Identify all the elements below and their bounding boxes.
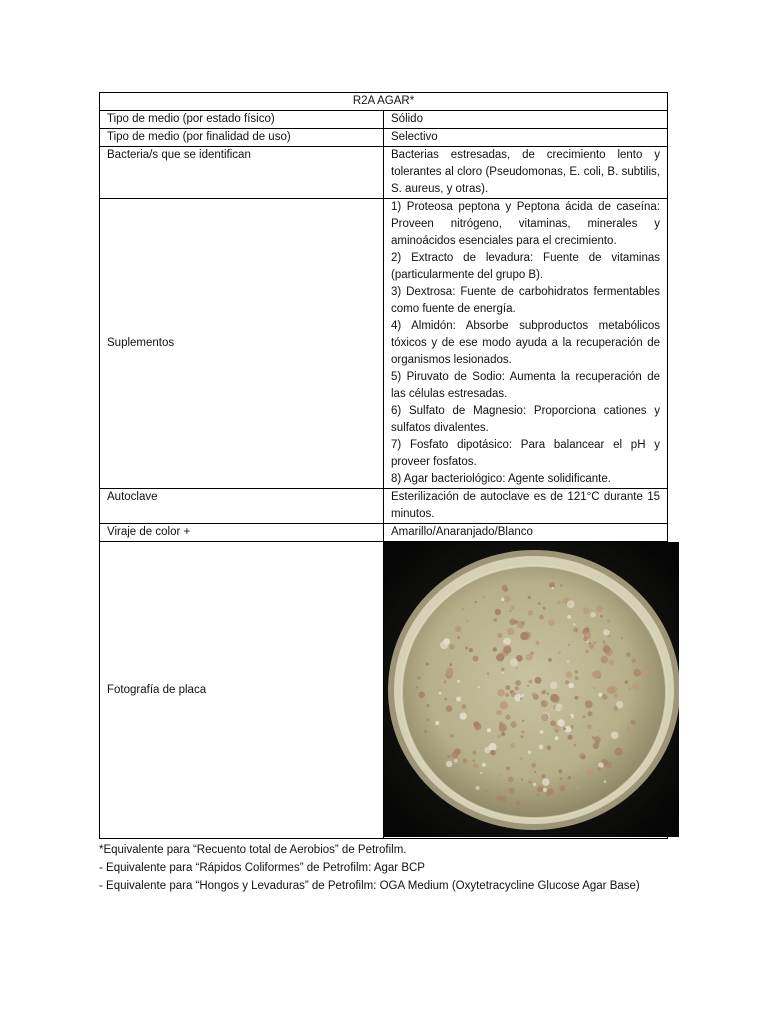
colony xyxy=(416,686,418,688)
colony xyxy=(552,695,560,703)
row-value-physical-state: Sólido xyxy=(384,111,668,129)
footnote: - Equivalente para “Rápidos Coliformes” de Petrofilm: Agar BCP xyxy=(99,862,425,874)
colony xyxy=(527,685,529,687)
colony xyxy=(631,658,636,663)
colony xyxy=(603,629,610,636)
colony xyxy=(585,650,589,654)
colony xyxy=(529,781,532,784)
colony xyxy=(625,680,629,684)
colony xyxy=(487,673,489,675)
supplement-item: 1) Proteosa peptona y Peptona ácida de caseína: Proveen nitrógeno, vitaminas, minerales y aminoácidos esenciales para el crecimiento. xyxy=(391,201,660,247)
footnotes xyxy=(99,841,668,895)
colony xyxy=(613,706,618,711)
supplement-item: 2) Extracto de levadura: Fuente de vitaminas (particularmente del grupo B). xyxy=(391,252,660,281)
colony xyxy=(609,660,615,666)
colony xyxy=(493,647,497,651)
colony xyxy=(539,745,544,750)
colony xyxy=(560,584,563,587)
colony xyxy=(475,786,479,790)
colony xyxy=(593,641,597,645)
colony xyxy=(585,701,593,709)
colony xyxy=(465,647,468,650)
row-value-autoclave: Esterilización de autoclave es de 121°C durante 15 minutos. xyxy=(384,489,668,524)
colony xyxy=(544,701,547,704)
colony xyxy=(455,626,461,632)
colony xyxy=(547,746,552,751)
colony xyxy=(604,780,607,783)
colony xyxy=(516,800,521,805)
colony xyxy=(475,601,478,604)
colony xyxy=(469,648,473,652)
colony xyxy=(515,686,519,690)
colony xyxy=(499,724,507,732)
colony xyxy=(419,692,425,698)
colony xyxy=(503,646,511,654)
colony xyxy=(504,595,511,602)
footnote: - Equivalente para “Hongos y Levaduras” de Petrofilm: OGA Medium (Oxytetracycline Glucose Agar Base) xyxy=(99,880,640,892)
colony xyxy=(473,759,476,762)
colony xyxy=(450,734,454,738)
colony xyxy=(501,598,504,601)
colony xyxy=(554,725,561,732)
colony xyxy=(463,758,468,763)
colony xyxy=(460,713,467,720)
colony xyxy=(504,638,511,645)
colony xyxy=(567,661,569,663)
row-value-purpose: Selectivo xyxy=(384,129,668,147)
colony xyxy=(507,628,515,636)
colony xyxy=(541,774,545,778)
colony xyxy=(532,692,537,697)
colony xyxy=(509,788,515,794)
colony xyxy=(521,735,524,738)
row-label-purpose: Tipo de medio (por finalidad de uso) xyxy=(100,129,384,147)
colony xyxy=(510,658,518,666)
colony xyxy=(505,685,510,690)
colony xyxy=(529,680,533,684)
colony xyxy=(424,730,427,733)
colony xyxy=(480,772,482,774)
document xyxy=(99,92,668,895)
colony xyxy=(542,690,547,695)
colony xyxy=(538,602,541,605)
colony xyxy=(550,682,557,689)
colony xyxy=(582,755,586,759)
colony xyxy=(586,640,588,642)
colony xyxy=(560,785,566,791)
colony xyxy=(555,704,563,712)
colony xyxy=(497,689,505,697)
colony xyxy=(587,724,592,729)
row-value-color-change: Amarillo/Anaranjado/Blanco xyxy=(384,524,668,542)
colony xyxy=(521,778,523,780)
colony xyxy=(531,763,536,768)
colony xyxy=(543,788,547,792)
colony xyxy=(503,587,508,592)
colony xyxy=(584,627,589,632)
row-label-bacteria: Bacteria/s que se identifican xyxy=(100,147,384,199)
colony xyxy=(510,743,515,748)
colony xyxy=(497,735,501,739)
colony xyxy=(566,671,573,678)
colony xyxy=(632,683,640,691)
colony xyxy=(533,783,536,786)
colony xyxy=(473,751,477,755)
colony xyxy=(540,730,544,734)
colony xyxy=(590,612,596,618)
colony xyxy=(589,642,591,644)
colony xyxy=(562,601,564,603)
colony xyxy=(417,676,421,680)
colony xyxy=(576,786,580,790)
colony xyxy=(598,693,602,697)
colony xyxy=(614,693,618,697)
colony xyxy=(495,609,501,615)
colony xyxy=(621,637,623,639)
colony xyxy=(606,619,610,623)
colony xyxy=(583,715,586,718)
colony xyxy=(607,686,615,694)
colony xyxy=(573,623,576,626)
supplement-item: 7) Fosfato dipotásico: Para balancear el pH y proveer fosfatos. xyxy=(391,439,660,468)
colony xyxy=(567,615,571,619)
colony xyxy=(506,767,510,771)
colony xyxy=(477,686,480,689)
colony xyxy=(602,694,608,700)
colony xyxy=(522,720,524,722)
supplement-item: 3) Dextrosa: Fuente de carbohidratos fermentables como fuente de energía. xyxy=(391,286,660,315)
row-label-autoclave: Autoclave xyxy=(100,489,384,524)
colony xyxy=(547,693,549,695)
colony xyxy=(444,698,447,701)
colony xyxy=(537,793,540,796)
colony xyxy=(501,796,508,803)
colony xyxy=(603,646,610,653)
colony xyxy=(453,699,455,701)
colony xyxy=(515,680,521,686)
colony xyxy=(626,652,631,657)
colony xyxy=(466,619,469,622)
colony xyxy=(522,731,525,734)
colony xyxy=(543,607,546,610)
colony xyxy=(490,750,496,756)
colony xyxy=(601,656,609,664)
colony xyxy=(576,774,580,778)
colony xyxy=(569,683,574,688)
row-value-bacteria: Bacterias estresadas, de crecimiento lento y tolerantes al cloro (Pseudomonas, E. coli, B. subtilis, S. aureus, y otras). xyxy=(384,147,668,199)
colony xyxy=(548,619,554,625)
colony xyxy=(485,790,488,793)
colony xyxy=(510,721,516,727)
colony xyxy=(642,669,650,677)
colony xyxy=(575,670,578,673)
row-label-supplements: Suplementos xyxy=(100,199,384,489)
supplement-item: 5) Piruvato de Sodio: Aumenta la recuperación de las células estresadas. xyxy=(391,371,660,400)
colony xyxy=(559,777,562,780)
colony xyxy=(426,662,430,666)
colony xyxy=(568,735,573,740)
colony xyxy=(520,757,523,760)
colony xyxy=(542,778,550,786)
colony xyxy=(497,633,502,638)
colony xyxy=(462,704,467,709)
colony xyxy=(454,759,458,763)
colony xyxy=(505,693,509,697)
footnote: *Equivalente para “Recuento total de Aerobios” de Petrofilm. xyxy=(99,844,407,856)
colony xyxy=(509,610,511,612)
colony xyxy=(457,680,460,683)
colony xyxy=(482,763,486,767)
colony xyxy=(426,718,429,721)
colony xyxy=(482,596,485,599)
colony xyxy=(558,770,562,774)
colony xyxy=(487,728,491,732)
colony xyxy=(587,769,593,775)
row-label-plate-photo: Fotografía de placa xyxy=(100,542,384,839)
colony xyxy=(537,786,543,792)
colony xyxy=(501,667,505,671)
colony xyxy=(603,641,606,644)
colony xyxy=(473,656,479,662)
colony xyxy=(446,761,452,767)
colony xyxy=(493,618,497,622)
colony xyxy=(626,727,631,732)
colony xyxy=(456,697,461,702)
colony xyxy=(449,663,452,666)
colony xyxy=(587,711,592,716)
colony xyxy=(534,771,536,773)
colony xyxy=(521,694,524,697)
colony xyxy=(435,721,439,725)
petri-dish-photo xyxy=(384,542,679,837)
colony xyxy=(500,701,508,709)
colony xyxy=(565,680,569,684)
colony xyxy=(558,651,561,654)
colony xyxy=(499,775,501,777)
colony xyxy=(552,587,555,590)
colony xyxy=(568,644,570,646)
colony xyxy=(439,692,442,695)
colony xyxy=(569,716,571,718)
row-label-color-change: Viraje de color + xyxy=(100,524,384,542)
colony xyxy=(573,628,578,633)
colony xyxy=(496,710,502,716)
colony xyxy=(575,676,579,680)
colony xyxy=(597,767,601,771)
colony xyxy=(567,600,575,608)
colony xyxy=(563,727,566,730)
colony xyxy=(557,601,561,605)
colony xyxy=(528,750,532,754)
colony xyxy=(451,752,458,759)
colony xyxy=(484,747,490,753)
colony xyxy=(599,730,601,732)
colony xyxy=(444,680,447,683)
colony xyxy=(516,667,518,669)
colony xyxy=(568,776,572,780)
colony xyxy=(535,677,542,684)
row-label-physical-state: Tipo de medio (por estado físico) xyxy=(100,111,384,129)
table-title: R2A AGAR* xyxy=(100,93,668,111)
colony xyxy=(473,721,479,727)
colony xyxy=(462,608,465,611)
colony xyxy=(535,641,539,645)
plate-photo-cell xyxy=(384,542,668,839)
colony xyxy=(539,615,544,620)
supplement-item: 6) Sulfato de Magnesio: Proporciona cationes y sulfatos divalentes. xyxy=(391,405,660,434)
colony xyxy=(583,637,587,641)
colony xyxy=(427,704,430,707)
colony xyxy=(473,763,479,769)
colony xyxy=(600,615,603,618)
colony xyxy=(548,658,552,662)
colony xyxy=(595,670,601,676)
r2a-agar-table xyxy=(99,92,668,839)
colony xyxy=(501,732,505,736)
colony xyxy=(449,644,454,649)
colony xyxy=(555,736,559,740)
colony xyxy=(531,791,535,795)
colony xyxy=(596,605,603,612)
colony xyxy=(630,720,635,725)
colony xyxy=(628,687,631,690)
colony xyxy=(522,621,525,624)
colony xyxy=(633,669,641,677)
colony xyxy=(583,608,589,614)
colony xyxy=(547,789,553,795)
colony xyxy=(611,732,618,739)
colony xyxy=(589,644,594,649)
supplements-list xyxy=(384,199,668,489)
colony xyxy=(447,755,450,758)
colony xyxy=(520,632,528,640)
colony xyxy=(594,736,601,743)
colony xyxy=(446,706,452,712)
colony xyxy=(514,694,521,701)
colony xyxy=(528,596,531,599)
colony xyxy=(526,654,533,661)
colony xyxy=(593,743,599,749)
petri-dish-image xyxy=(384,542,679,837)
colony xyxy=(574,696,578,700)
supplement-item: 8) Agar bacteriológico: Agente solidificante. xyxy=(391,473,611,485)
colony xyxy=(496,653,504,661)
colony xyxy=(446,667,454,675)
colony xyxy=(528,610,533,615)
colony xyxy=(550,720,556,726)
colony xyxy=(541,714,549,722)
colony xyxy=(593,687,595,689)
colony xyxy=(502,672,504,674)
colony xyxy=(573,744,576,747)
colony xyxy=(505,714,510,719)
colony xyxy=(520,698,522,700)
colony xyxy=(514,620,518,624)
colony xyxy=(508,777,513,782)
colony xyxy=(443,638,450,645)
supplement-item: 4) Almidón: Absorbe subproductos metabólicos tóxicos y de ese modo ayuda a la recuperación de organismos lesionados. xyxy=(391,320,660,366)
colony xyxy=(615,748,623,756)
colony xyxy=(511,606,515,610)
colony xyxy=(457,636,460,639)
